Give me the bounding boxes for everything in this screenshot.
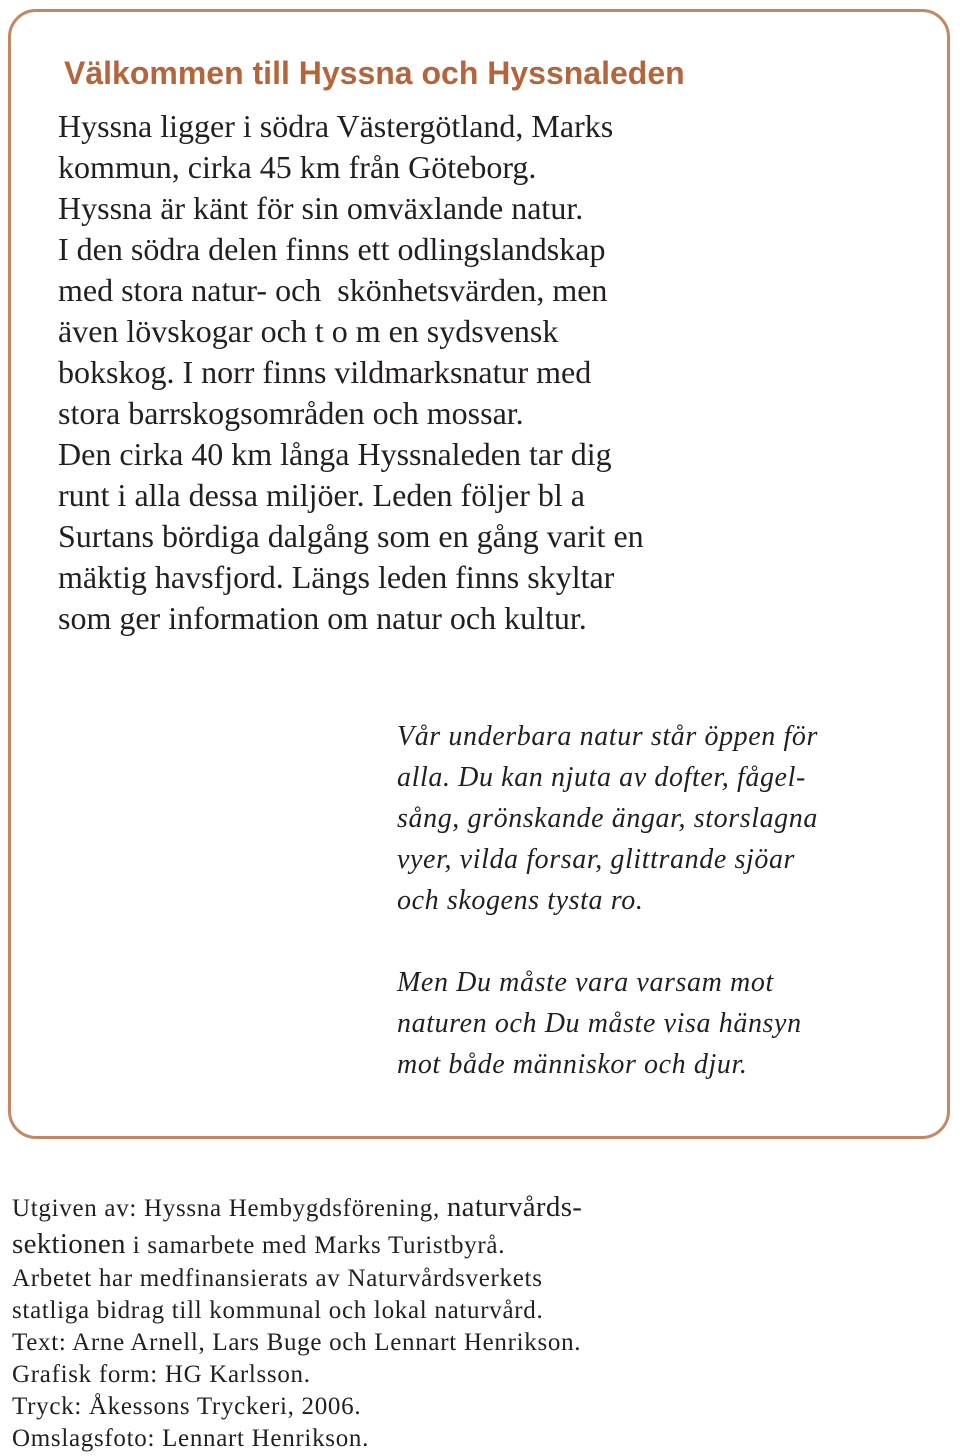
intro-line: Surtans bördiga dalgång som en gång varit en	[58, 518, 644, 554]
page-title: Välkommen till Hyssna och Hyssnaleden	[64, 55, 685, 91]
intro-line: stora barrskogsområden och mossar.	[58, 395, 524, 431]
quote-line: naturen och Du måste visa hänsyn	[397, 1008, 802, 1039]
intro-line: även lövskogar och t o m en sydsvensk	[58, 313, 559, 349]
intro-line: Den cirka 40 km långa Hyssnaleden tar dig	[58, 436, 612, 472]
credits-publisher-dept-start: naturvårds-	[446, 1191, 583, 1223]
intro-line: mäktig havsfjord. Längs leden finns skyltar	[58, 559, 615, 595]
quote-line: vyer, vilda forsar, glittrande sjöar	[397, 844, 796, 875]
intro-line: Hyssna är känt för sin omväxlande natur.	[58, 190, 584, 226]
intro-line: bokskog. I norr finns vildmarksnatur med	[58, 354, 592, 390]
intro-line: Hyssna ligger i södra Västergötland, Marks	[58, 108, 614, 144]
quote-block	[397, 716, 818, 1085]
intro-line: runt i alla dessa miljöer. Leden följer bl a	[58, 477, 585, 513]
intro-line: med stora natur- och skönhetsvärden, men	[58, 272, 608, 308]
intro-line: kommun, cirka 45 km från Göteborg.	[58, 149, 537, 185]
credits-cooperation-line	[12, 1227, 582, 1263]
credits-publisher-dept-end: sektionen	[12, 1228, 126, 1260]
credits	[12, 1189, 582, 1455]
credits-cooperation: i samarbete med Marks Turistbyrå.	[132, 1232, 506, 1259]
credits-funding-line: statliga bidrag till kommunal och lokal naturvård.	[12, 1297, 544, 1324]
quote-line: alla. Du kan njuta av dofter, fågel-	[397, 762, 806, 793]
credits-publisher-line	[12, 1189, 582, 1227]
quote-paragraph	[397, 962, 818, 1085]
credits-print: Tryck: Åkessons Tryckeri, 2006.	[12, 1393, 362, 1420]
credits-publisher-prefix: Utgiven av: Hyssna Hembygdsförening,	[12, 1195, 440, 1222]
quote-line: och skogens tysta ro.	[397, 885, 644, 916]
credits-funding-line: Arbetet har medfinansierats av Naturvårdsverkets	[12, 1265, 543, 1292]
credits-design: Grafisk form: HG Karlsson.	[12, 1361, 311, 1388]
intro-line: som ger information om natur och kultur.	[58, 600, 587, 636]
quote-line: sång, grönskande ängar, storslagna	[397, 803, 818, 834]
intro-paragraph	[58, 106, 644, 639]
quote-line: Men Du måste vara varsam mot	[397, 967, 774, 998]
quote-line: mot både människor och djur.	[397, 1049, 748, 1080]
credits-cover-photo: Omslagsfoto: Lennart Henrikson.	[12, 1425, 370, 1452]
quote-paragraph	[397, 716, 818, 921]
credits-text-by: Text: Arne Arnell, Lars Buge och Lennart Henrikson.	[12, 1329, 582, 1356]
quote-line: Vår underbara natur står öppen för	[397, 721, 818, 752]
intro-line: I den södra delen finns ett odlingslandskap	[58, 231, 606, 267]
